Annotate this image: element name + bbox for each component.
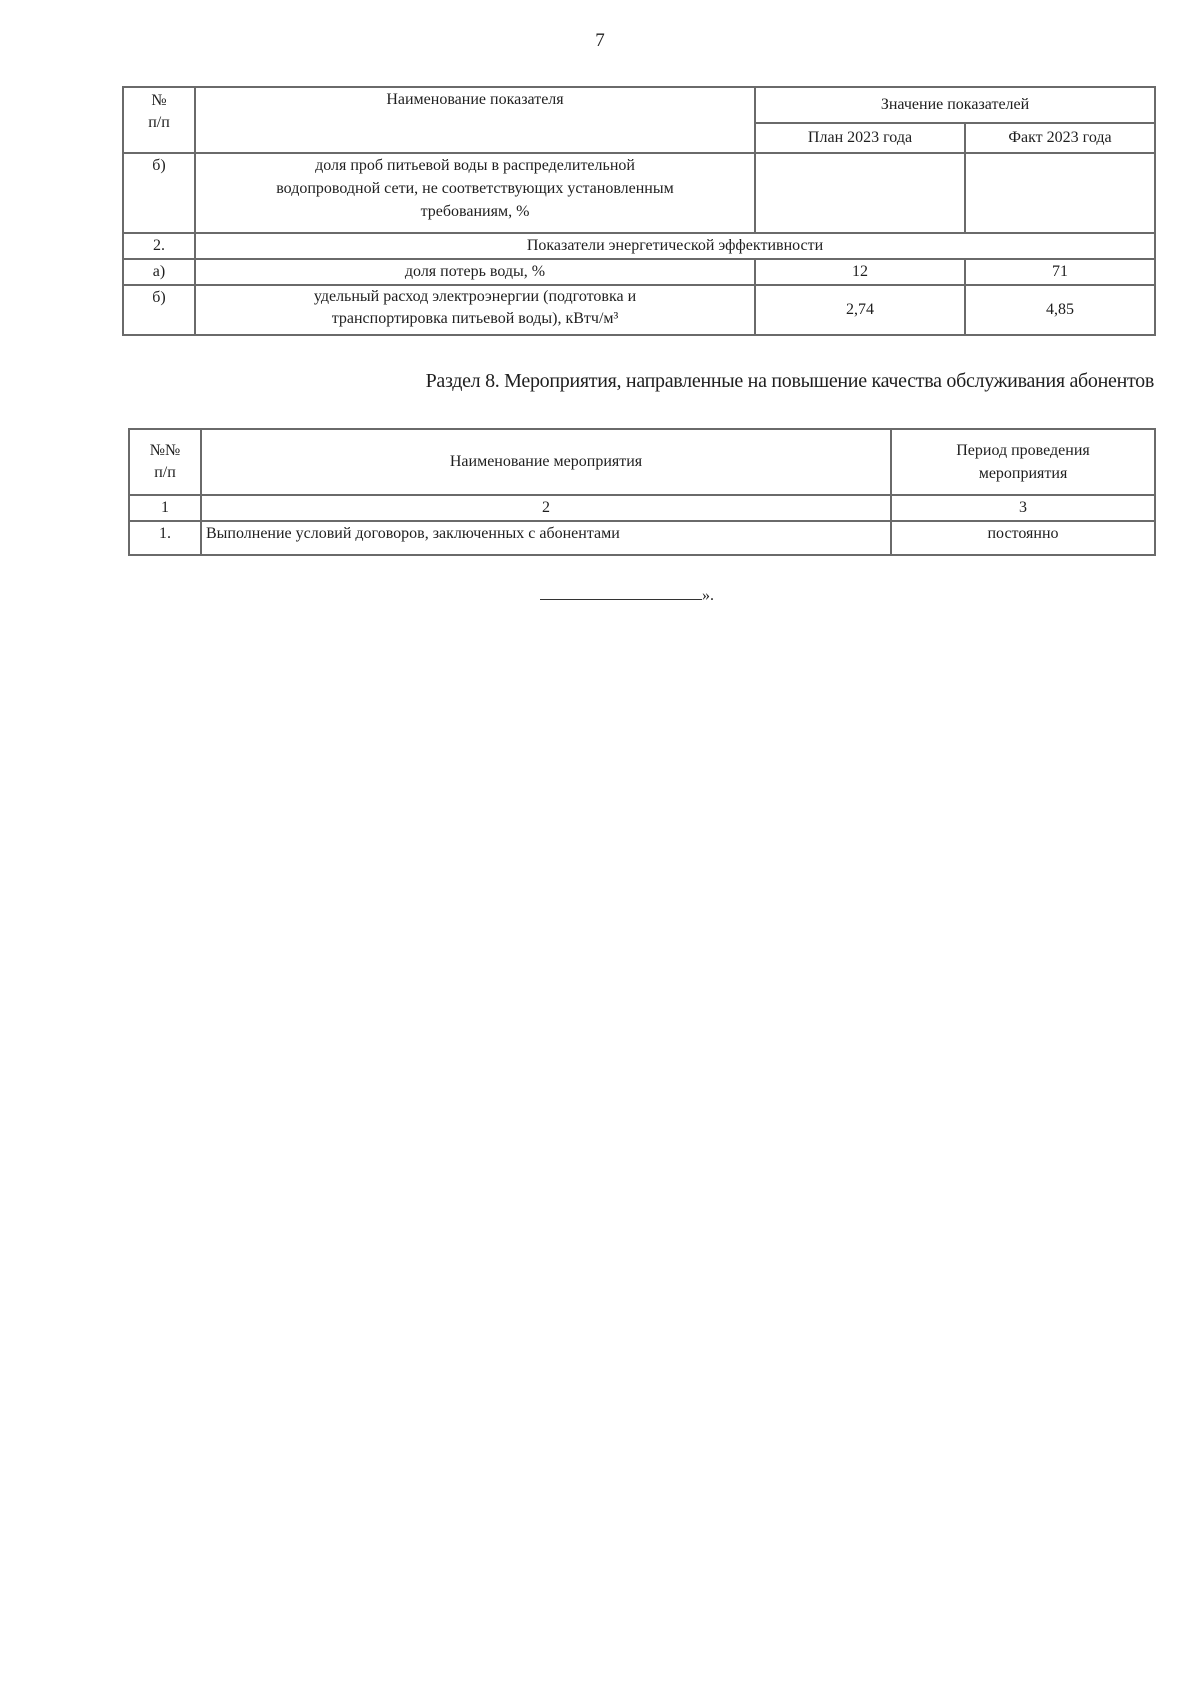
table-row [129, 521, 1155, 555]
row-fact-value: 71 [965, 259, 1155, 285]
section-title: Раздел 8. Мероприятия, направленные на повышение качества обслуживания абонентов [425, 370, 1154, 392]
index-cell: 3 [891, 495, 1155, 521]
table-index-row [129, 495, 1155, 521]
row-num: 1. [129, 521, 201, 555]
index-cell: 1 [129, 495, 201, 521]
measures-table [128, 428, 1156, 556]
row-plan-value [755, 153, 965, 233]
header-measure-name: Наименование мероприятия [201, 429, 891, 495]
header-plan: План 2023 года [755, 123, 965, 153]
table-row [123, 233, 1155, 259]
header-indicator-name: Наименование показателя [195, 87, 755, 153]
row-indicator-name: доля потерь воды, % [195, 259, 755, 285]
header-num: №№ п/п [129, 429, 201, 495]
row-section-heading: Показатели энергетической эффективности [195, 233, 1155, 259]
row-fact-value [965, 153, 1155, 233]
header-values-group: Значение показателей [755, 87, 1155, 123]
page-number: 7 [595, 30, 605, 51]
closing-line [540, 585, 740, 605]
row-fact-value: 4,85 [965, 285, 1155, 335]
closing-quote: ». [702, 587, 714, 604]
row-indicator-name: удельный расход электроэнергии (подготовка и транспортировка питьевой воды), кВтч/м³ [195, 285, 755, 335]
row-num: б) [123, 153, 195, 233]
header-fact: Факт 2023 года [965, 123, 1155, 153]
header-period: Период проведения мероприятия [891, 429, 1155, 495]
row-num: б) [123, 285, 195, 335]
signature-blank-line [540, 585, 702, 600]
row-num: 2. [123, 233, 195, 259]
row-indicator-name: доля проб питьевой воды в распределительной водопроводной сети, не соответствующих установленным требованиям, % [195, 153, 755, 233]
row-num: а) [123, 259, 195, 285]
header-num: № п/п [123, 87, 195, 153]
row-plan-value: 12 [755, 259, 965, 285]
indicators-table [122, 86, 1156, 336]
row-measure-name: Выполнение условий договоров, заключенных с абонентами [201, 521, 891, 555]
row-plan-value: 2,74 [755, 285, 965, 335]
table-row [123, 285, 1155, 335]
row-period: постоянно [891, 521, 1155, 555]
table-row [123, 259, 1155, 285]
index-cell: 2 [201, 495, 891, 521]
table-row [123, 153, 1155, 233]
